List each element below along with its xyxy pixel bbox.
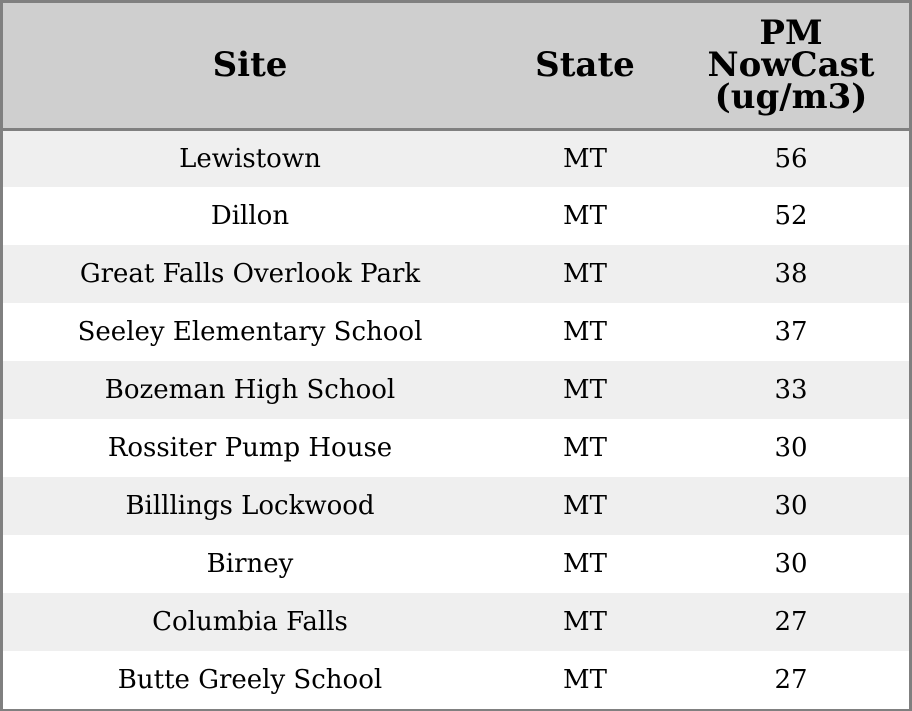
cell-site: Seeley Elementary School (77, 317, 423, 347)
table-row (3, 129, 909, 187)
cell-state: MT (563, 143, 607, 174)
pm-nowcast-table (3, 3, 909, 709)
table-row (3, 361, 909, 419)
table-row (3, 187, 909, 245)
header-site: Site (3, 3, 497, 129)
cell-site: Dillon (210, 201, 290, 231)
table-row (3, 535, 909, 593)
cell-state: MT (563, 375, 607, 405)
table-header (3, 3, 909, 129)
table-row (3, 245, 909, 303)
cell-site: Lewistown (179, 143, 321, 174)
cell-pm: 30 (774, 491, 808, 521)
cell-state: MT (563, 491, 607, 521)
cell-pm: 38 (774, 259, 808, 289)
cell-pm: 27 (774, 607, 808, 637)
cell-pm: 56 (774, 143, 808, 174)
table-row (3, 477, 909, 535)
cell-state: MT (563, 317, 607, 347)
header-pm-line-1: PM (759, 13, 823, 54)
table-body (3, 129, 909, 709)
header-pm-nowcast (673, 3, 909, 129)
cell-state: MT (563, 259, 607, 289)
cell-pm: 37 (774, 317, 808, 347)
cell-state: MT (563, 201, 607, 231)
cell-pm: 27 (774, 665, 808, 695)
cell-pm: 33 (774, 375, 808, 405)
header-pm-line-2: NowCast (707, 45, 875, 86)
table-row (3, 303, 909, 361)
cell-site: Bozeman High School (104, 375, 396, 405)
table-row (3, 419, 909, 477)
header-state: State (497, 3, 673, 129)
header-pm-line-3: (ug/m3) (714, 77, 868, 118)
cell-site: Birney (206, 549, 294, 579)
cell-state: MT (563, 549, 607, 579)
header-row (3, 3, 909, 129)
cell-state: MT (563, 607, 607, 637)
cell-pm: 30 (774, 433, 808, 463)
cell-site: Great Falls Overlook Park (79, 259, 421, 289)
cell-state: MT (563, 665, 607, 695)
cell-site: Billlings Lockwood (125, 491, 375, 521)
cell-state: MT (563, 433, 607, 463)
cell-site: Butte Greely School (117, 665, 383, 695)
cell-pm: 30 (774, 549, 808, 579)
table-row (3, 651, 909, 709)
table-row (3, 593, 909, 651)
cell-pm: 52 (774, 201, 808, 231)
cell-site: Rossiter Pump House (107, 433, 393, 463)
cell-site: Columbia Falls (152, 607, 348, 637)
